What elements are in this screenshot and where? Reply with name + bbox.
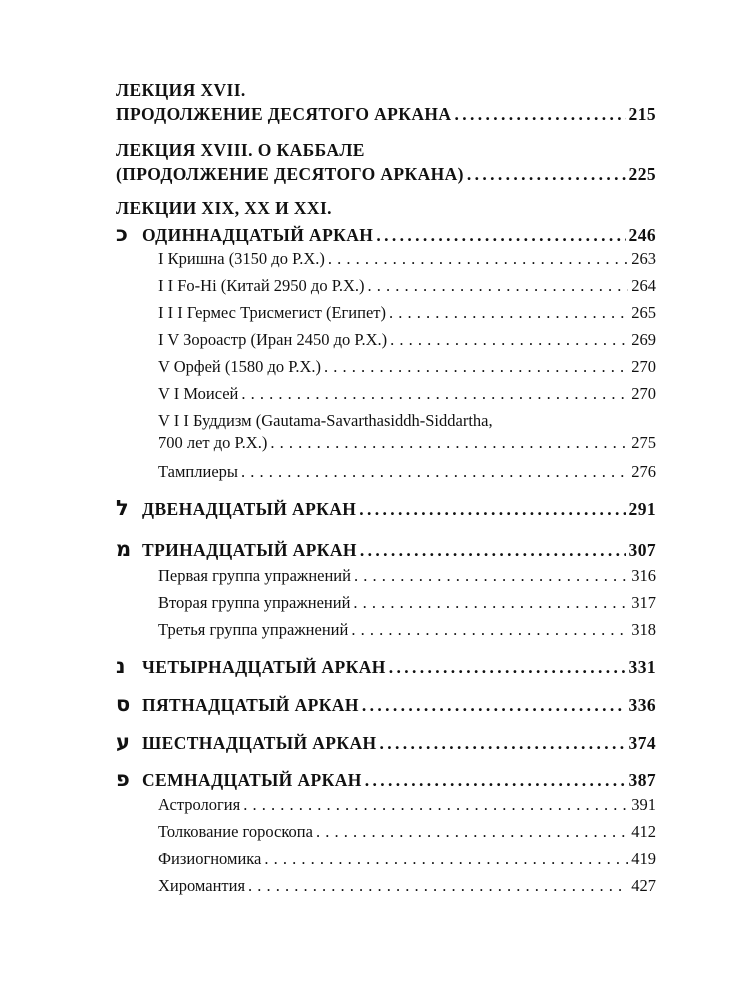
toc-entry [116, 620, 656, 640]
toc-entry-heading: ЛЕКЦИЯ XVIII. О КАББАЛЕ [116, 140, 365, 160]
toc-entry-line [158, 384, 656, 404]
toc-entry-title: ОДИННАДЦАТЫЙ АРКАН [142, 225, 374, 245]
hebrew-letter: ל [116, 496, 130, 520]
page-number: 307 [628, 540, 656, 560]
page-number: 387 [628, 770, 656, 790]
toc-entry [116, 822, 656, 842]
page-number: 270 [631, 384, 656, 403]
dot-leader [270, 433, 628, 453]
toc-entry-line [158, 303, 656, 323]
table-of-contents [116, 0, 656, 1000]
dot-leader [243, 795, 628, 815]
page-number: 246 [628, 225, 656, 245]
page-number: 331 [628, 657, 656, 677]
toc-entry-title: ДВЕНАДЦАТЫЙ АРКАН [142, 499, 357, 519]
toc-entry-title: Тамплиеры [158, 462, 238, 481]
toc-entry-line [116, 654, 656, 678]
toc-entry-title: I V Зороастр (Иран 2450 до Р.Х.) [158, 330, 388, 349]
toc-entry-line [158, 795, 656, 815]
hebrew-letter: ס [116, 692, 131, 716]
page-number: 336 [628, 695, 656, 715]
toc-entry [116, 80, 656, 125]
toc-entry-title: (ПРОДОЛЖЕНИЕ ДЕСЯТОГО АРКАНА) [116, 164, 464, 184]
toc-entry-title: ЧЕТЫРНАДЦАТЫЙ АРКАН [142, 657, 386, 677]
page-number: 263 [631, 249, 656, 268]
toc-entry-title: ПЯТНАДЦАТЫЙ АРКАН [142, 695, 359, 715]
toc-entry-title: I I I Гермес Трисмегист (Египет) [158, 303, 386, 322]
dot-leader [380, 733, 626, 754]
dot-leader [316, 822, 628, 842]
page-number: 264 [631, 276, 656, 295]
page-number: 318 [631, 620, 656, 639]
page-number: 270 [631, 357, 656, 376]
toc-entry [116, 496, 656, 520]
dot-leader [367, 276, 628, 296]
dot-leader [454, 104, 625, 125]
toc-entry-title: ПРОДОЛЖЕНИЕ ДЕСЯТОГО АРКАНА [116, 104, 452, 124]
toc-entry [116, 849, 656, 869]
dot-leader [353, 593, 628, 613]
toc-entry-line [158, 433, 656, 453]
toc-entry [116, 876, 656, 896]
toc-entry [116, 566, 656, 586]
page-number: 374 [628, 733, 656, 753]
dot-leader [241, 384, 628, 404]
toc-entry [116, 537, 656, 561]
toc-entry-line [158, 566, 656, 586]
toc-entry-line [158, 357, 656, 377]
hebrew-letter: ע [116, 730, 131, 754]
toc-entry-title: I I Fo-Hi (Китай 2950 до Р.Х.) [158, 276, 365, 295]
toc-entry [116, 462, 656, 482]
toc-entry-title: СЕМНАДЦАТЫЙ АРКАН [142, 770, 362, 790]
toc-entry-title: Третья группа упражнений [158, 620, 349, 639]
toc-entry-heading: ЛЕКЦИИ XIX, XX И XXI. [116, 198, 332, 218]
toc-entry [116, 795, 656, 815]
toc-entry-line [158, 620, 656, 640]
toc-entry [116, 249, 656, 269]
dot-leader [360, 540, 626, 561]
toc-entry-line [116, 496, 656, 520]
page-number: 215 [628, 104, 656, 124]
toc-entry [116, 411, 656, 453]
dot-leader [264, 849, 628, 869]
dot-leader [390, 330, 628, 350]
toc-entry-title: ТРИНАДЦАТЫЙ АРКАН [142, 540, 357, 560]
toc-entry-line [158, 249, 656, 269]
dot-leader [362, 695, 626, 716]
toc-entry-title: Хиромантия [158, 876, 246, 895]
toc-entry-line [158, 849, 656, 869]
toc-entry-line [158, 330, 656, 350]
toc-entry [116, 593, 656, 613]
dot-leader [467, 164, 626, 185]
hebrew-letter: נ [116, 654, 126, 678]
toc-entry-line [116, 104, 656, 125]
page-number: 225 [628, 164, 656, 184]
toc-entry-title: Вторая группа упражнений [158, 593, 351, 612]
dot-leader [359, 499, 625, 520]
toc-entry [116, 384, 656, 404]
dot-leader [354, 566, 628, 586]
toc-entry-line [158, 822, 656, 842]
hebrew-letter: מ [116, 537, 132, 561]
toc-entry-title: I Кришна (3150 до Р.Х.) [158, 249, 325, 268]
toc-entry-line [158, 276, 656, 296]
toc-entry-line [116, 730, 656, 754]
dot-leader [389, 303, 628, 323]
toc-entry-title: Физиогномика [158, 849, 262, 868]
toc-entry-title: V I Моисей [158, 384, 239, 403]
toc-entry [116, 692, 656, 716]
toc-entry-title: Толкование гороскопа [158, 822, 313, 841]
toc-entry [116, 767, 656, 791]
toc-entry-line [116, 222, 656, 246]
toc-entry [116, 140, 656, 185]
toc-entry-title: V Орфей (1580 до Р.Х.) [158, 357, 322, 376]
dot-leader [241, 462, 628, 482]
toc-entry-line [116, 537, 656, 561]
dot-leader [365, 770, 626, 791]
toc-entry [116, 357, 656, 377]
toc-entry [116, 730, 656, 754]
page-number: 317 [631, 593, 656, 612]
toc-entry [116, 198, 656, 246]
page-number: 265 [631, 303, 656, 322]
toc-entry-line [116, 164, 656, 185]
page-number: 291 [628, 499, 656, 519]
toc-entry [116, 276, 656, 296]
toc-entry-heading: ЛЕКЦИЯ XVII. [116, 80, 246, 100]
toc-entry-line [158, 593, 656, 613]
dot-leader [389, 657, 626, 678]
toc-entry-line [158, 462, 656, 482]
toc-entry-line [116, 692, 656, 716]
page-number: 316 [631, 566, 656, 585]
page-number: 276 [631, 462, 656, 481]
hebrew-letter: כ [116, 222, 129, 246]
toc-entry [116, 303, 656, 323]
dot-leader [351, 620, 628, 640]
toc-entry-title: ШЕСТНАДЦАТЫЙ АРКАН [142, 733, 377, 753]
dot-leader [324, 357, 628, 377]
toc-entry-title: Первая группа упражнений [158, 566, 351, 585]
page-number: 269 [631, 330, 656, 349]
toc-entry-title: 700 лет до Р.Х.) [158, 433, 268, 452]
page-number: 412 [631, 822, 656, 841]
toc-entry [116, 330, 656, 350]
page-number: 419 [631, 849, 656, 868]
page-number: 427 [631, 876, 656, 895]
page-number: 275 [631, 433, 656, 452]
toc-entry-line [158, 876, 656, 896]
dot-leader [328, 249, 628, 269]
toc-entry [116, 654, 656, 678]
toc-entry-line [116, 767, 656, 791]
dot-leader [376, 225, 625, 246]
hebrew-letter: פ [116, 767, 131, 791]
toc-entry-title: Астрология [158, 795, 241, 814]
dot-leader [248, 876, 628, 896]
page-number: 391 [631, 795, 656, 814]
toc-entry-heading: V I I Буддизм (Gautama-Savarthasiddh-Siddartha, [158, 411, 493, 430]
